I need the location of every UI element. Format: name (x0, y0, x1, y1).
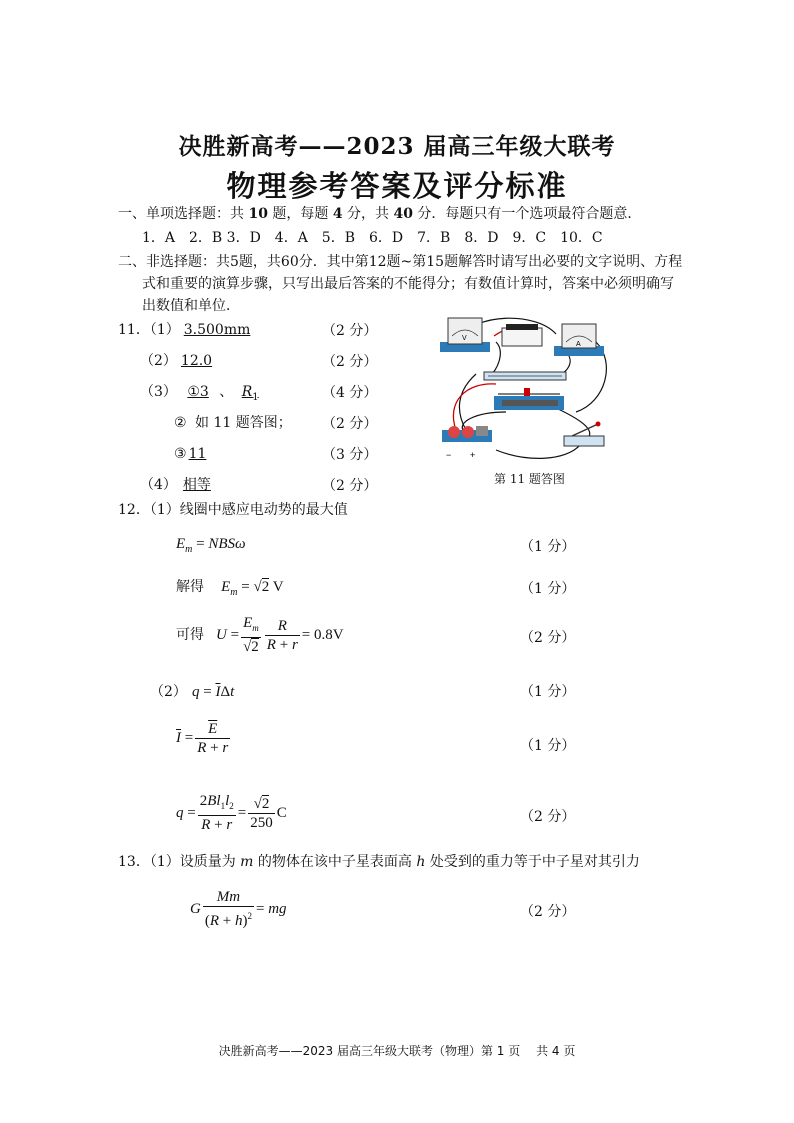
q11-item5-answer: 11 (188, 446, 207, 462)
q13-intro-c: 处受到的重力等于中子星对其引力 (425, 854, 640, 870)
q11-item5-score: （3 分） (322, 447, 378, 463)
page-subtitle: 物理参考答案及评分标准 (226, 169, 568, 203)
q12-eq1-score: （1 分） (520, 539, 576, 555)
q12-eq3-prefix: 可得 (176, 627, 204, 643)
q11-item5 (174, 444, 218, 464)
q11-figure-caption: 第 11 题答图 (494, 472, 565, 486)
q12-eq2-lhs-sub: m (230, 587, 238, 598)
q12-eq6-numerator: 2 (261, 795, 270, 812)
q13-eq1: G $\frac{Mm}{(R + h)^2}$ = mg (190, 889, 287, 929)
q11-item3-score: （4 分） (322, 385, 378, 401)
section1-answers: 1．A 2．B 3．D 4．A 5．B 6．D 7．B 8．D 9．C 10．C (142, 230, 603, 246)
page-title: 决胜新高考——2023 届高三年级大联考 (178, 133, 616, 160)
q11-item1-score: （2 分） (322, 323, 378, 339)
q12-eq2-prefix: 解得 (176, 579, 204, 595)
q11-item6-score: （2 分） (322, 478, 378, 494)
q11-item2-score: （2 分） (322, 354, 378, 370)
q11-item2-label: （2） (140, 353, 177, 369)
q11-item1-label: 11．（1） (118, 322, 180, 338)
q12-eq6-score: （2 分） (520, 809, 576, 825)
q12-eq2-unit: V (272, 579, 284, 595)
section1-heading (118, 204, 641, 224)
q11-item3-sep: 、 (219, 384, 234, 400)
power-supply (502, 324, 542, 346)
q13-eq1-score: （2 分） (520, 904, 576, 920)
switch (564, 422, 604, 447)
q11-circuit-figure (436, 312, 612, 464)
q12-eq6: q = $\frac{2Bl_1l_2}{R + r}$ = $\frac{√2}{250}$ C (176, 793, 287, 833)
q11-item5-label: ③ (174, 446, 187, 462)
q11-item2-answer: 12.0 (180, 353, 213, 369)
q11-item4 (174, 413, 292, 433)
q12-eq2-lhs: E (221, 579, 231, 595)
q12-intro: 12．（1）线圈中感应电动势的最大值 (118, 502, 348, 518)
battery-plus: + (470, 450, 476, 460)
ammeter-label: A (576, 341, 581, 348)
q12-eq3: 可得 U = $\frac{E_m}{√2}$ $\frac{R}{R + r}$ = 0.8V (176, 615, 344, 655)
q11-item1-answer: 3.500mm (183, 322, 251, 338)
q11-item3 (140, 382, 271, 408)
q11-item3-label: （3） (140, 384, 177, 400)
section1-count: 10 (248, 206, 268, 222)
q12-eq5-score: （1 分） (520, 738, 576, 754)
resistance-wire (484, 372, 566, 380)
q13-intro-b: 的物体在该中子星表面高 (253, 854, 417, 870)
q11-item6 (140, 475, 225, 495)
q13-height-symbol: h (416, 854, 426, 870)
battery-pack (442, 426, 492, 460)
voltmeter-label: V (462, 335, 467, 342)
q13-intro-a: 13．（1）设质量为 (118, 854, 241, 870)
q12-eq3-result: = 0.8V (301, 626, 344, 643)
q12-eq6-unit: C (276, 804, 287, 821)
q11-item3-answer1: ①3 (187, 384, 209, 400)
q12-eq4-score: （1 分） (520, 684, 576, 700)
q12-eq3-score: （2 分） (520, 630, 576, 646)
section1-heading-mid2: 分，共 (342, 206, 394, 222)
q11-item1 (118, 320, 264, 340)
q12-eq2-value: 2 (261, 579, 270, 595)
rheostat (494, 388, 564, 410)
section1-heading-end: 分．每题只有一个选项最符合题意． (412, 206, 642, 222)
q12-eq2: 解得 $E_m = √2$ V (176, 579, 284, 598)
q11-item6-answer: 相等 (182, 477, 211, 493)
q12-eq2-score: （1 分） (520, 581, 576, 597)
section2-line2: 式和重要的演算步骤，只写出最后答案的不能得分；有数值计算时，答案中必须明确写 (142, 276, 674, 292)
section1-total: 40 (393, 206, 413, 222)
q13-mass-symbol: m (240, 854, 254, 870)
section2-line1: 二、非选择题：共5题，共60分．其中第12题~第15题解答时请写出必要的文字说明、方程 (118, 254, 683, 270)
q12-eq4-label: （2） (150, 684, 187, 700)
ammeter (554, 324, 604, 356)
q11-item4-label: ② (174, 415, 187, 431)
section1-heading-prefix: 一、单项选择题：共 (118, 206, 249, 222)
q13-intro (118, 852, 640, 872)
q12-eq1: $E_m = NBS\omega$ (176, 536, 246, 555)
q11-item2 (140, 351, 228, 371)
q12-eq4: （2） $q = \overline{I}\Delta t$ (150, 684, 235, 700)
section1-per: 4 (332, 206, 343, 222)
q11-item6-label: （4） (140, 477, 177, 493)
q12-eq2-equals: = (241, 579, 250, 595)
q11-item3-answer2-sub: 1 (252, 391, 259, 403)
q12-eq5: $\overline{I}$ = $\frac{\overline{E}}{R + r}$ (176, 721, 229, 756)
voltmeter (440, 318, 490, 352)
page-footer: 决胜新高考——2023 届高三年级大联考（物理）第 1 页 共 4 页 (218, 1044, 576, 1058)
q12-eq6-denominator: 250 (250, 814, 273, 831)
battery-minus: − (446, 450, 452, 460)
section2-line3: 出数值和单位． (142, 298, 240, 314)
q11-item4-answer: 如 11 题答图； (195, 415, 292, 431)
q11-item4-score: （2 分） (322, 416, 378, 432)
q11-item3-answer2: R (241, 384, 253, 400)
section1-heading-mid1: 题，每题 (267, 206, 333, 222)
